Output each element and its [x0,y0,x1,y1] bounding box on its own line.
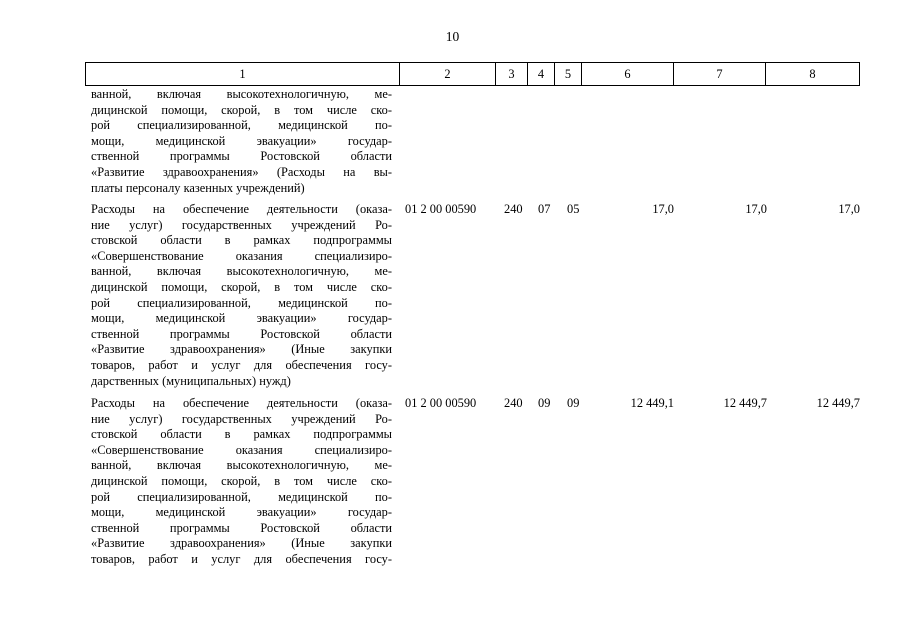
description-line: ние услуг) государственных учреждений Ро- [91,411,392,426]
description-line: «Развитие здравоохранения» (Иные закупки [91,342,392,357]
page-number: 10 [445,29,460,44]
description-line: платы персоналу казенных учреждений) [91,180,305,195]
amount-col-6: 17,0 [652,202,674,216]
description-line: ственной программы Ростовской области [91,520,392,535]
header-col-4: 4 [528,63,555,86]
description-line: товаров, работ и услуг для обеспечения госу- [91,551,392,566]
description-line: товаров, работ и услуг для обеспечения госу- [91,357,392,372]
description-line: ственной программы Ростовской области [91,326,392,341]
description-line: «Развитие здравоохранения» (Иные закупки [91,536,392,551]
amount-col-6: 12 449,1 [630,396,674,410]
header-col-1: 1 [86,63,400,86]
subsection-code: 05 [567,202,580,216]
header-col-7: 7 [674,63,766,86]
description-line: рой специализированной, медицинской по- [91,118,392,133]
header-col-3: 3 [496,63,528,86]
description-line: ние услуг) государственных учреждений Ро- [91,217,392,232]
row-description [91,202,392,389]
header-col-6: 6 [582,63,674,86]
table-header [85,62,860,86]
amount-col-8: 17,0 [838,202,860,216]
header-col-5: 5 [555,63,582,86]
description-line: мощи, медицинской эвакуации» государ- [91,311,392,326]
description-line: рой специализированной, медицинской по- [91,489,392,504]
header-col-8: 8 [766,63,860,86]
header-col-2: 2 [400,63,496,86]
section-code: 07 [538,202,551,216]
row-description [91,396,392,568]
description-line: Расходы на обеспечение деятельности (оказа- [91,202,392,216]
description-line: дарственных (муниципальных) нужд) [91,373,291,388]
amount-col-8: 12 449,7 [816,396,860,410]
table-row [91,202,881,390]
target-code: 01 2 00 00590 [405,202,477,216]
description-line: дицинской помощи, скорой, в том числе ско- [91,473,392,488]
description-line: мощи, медицинской эвакуации» государ- [91,505,392,520]
description-line: мощи, медицинской эвакуации» государ- [91,133,392,148]
description-line: ванной, включая высокотехнологичную, ме- [91,264,392,279]
description-line: ванной, включая высокотехнологичную, ме- [91,87,392,101]
expense-type: 240 [504,396,523,410]
description-line: «Развитие здравоохранения» (Расходы на вы- [91,164,392,179]
description-line: «Совершенствование оказания специализиро- [91,248,392,263]
amount-col-7: 17,0 [745,202,767,216]
description-line: рой специализированной, медицинской по- [91,295,392,310]
expense-type: 240 [504,202,523,216]
table-row [91,87,881,197]
description-line: стовской области в рамках подпрограммы [91,233,392,248]
section-code: 09 [538,396,551,410]
description-line: дицинской помощи, скорой, в том числе ско- [91,279,392,294]
header-row [86,63,860,86]
description-line: ственной программы Ростовской области [91,149,392,164]
description-line: дицинской помощи, скорой, в том числе ско- [91,102,392,117]
row-description [91,87,392,196]
description-line: ванной, включая высокотехнологичную, ме- [91,458,392,473]
target-code: 01 2 00 00590 [405,396,477,410]
description-line: «Совершенствование оказания специализиро- [91,442,392,457]
description-line: стовской области в рамках подпрограммы [91,427,392,442]
subsection-code: 09 [567,396,580,410]
description-line: Расходы на обеспечение деятельности (оказа- [91,396,392,410]
amount-col-7: 12 449,7 [723,396,767,410]
table-row [91,396,881,568]
